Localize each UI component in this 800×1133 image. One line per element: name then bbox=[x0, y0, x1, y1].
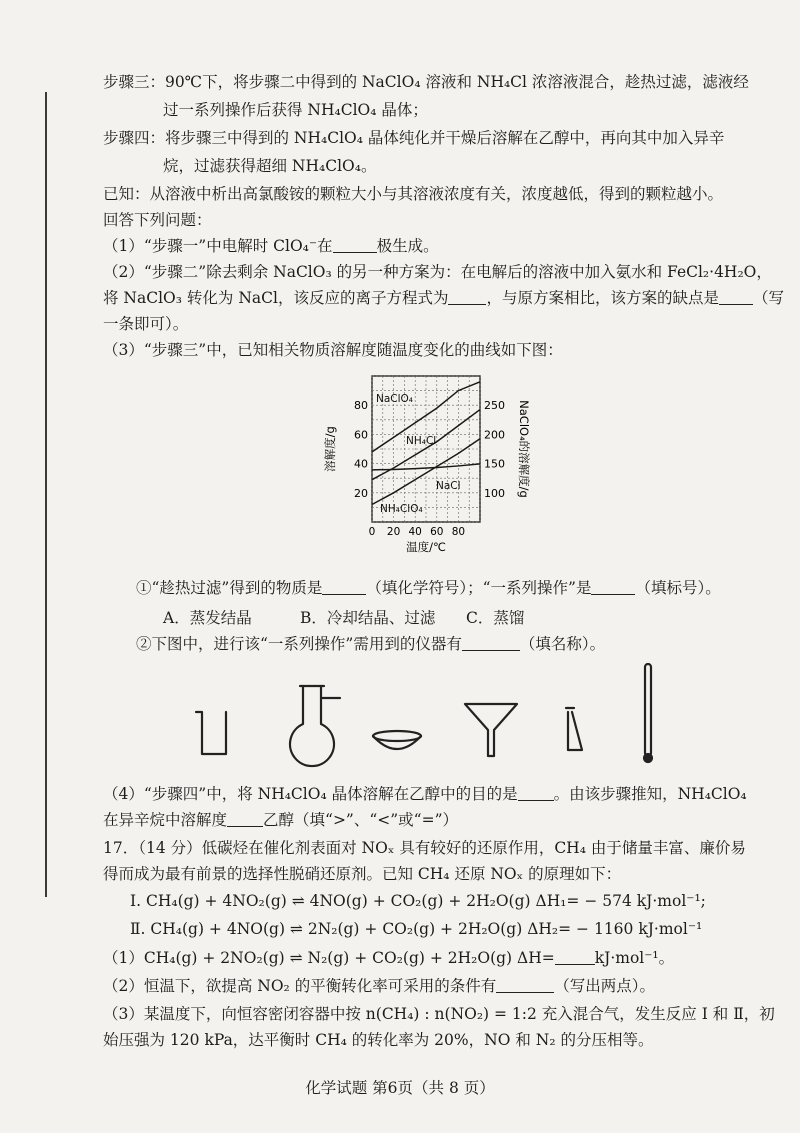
q2-line2-a: 将 NaClO₃ 转化为 NaCl，该反应的离子方程式为 bbox=[103, 289, 449, 307]
y-right-axis-label: NaClO₄的溶解度/g bbox=[517, 400, 531, 498]
thermometer-icon[interactable] bbox=[644, 664, 652, 762]
q3-sub2-a: ②下图中，进行该“一系列操作”需用到的仪器有 bbox=[136, 635, 462, 653]
q17-conditions-blank[interactable] bbox=[496, 977, 554, 993]
q1-text-b: 极生成。 bbox=[376, 237, 439, 255]
question-3-sub2 bbox=[136, 634, 605, 654]
q2-equation-blank[interactable] bbox=[448, 289, 486, 305]
beaker-icon[interactable] bbox=[196, 712, 226, 754]
q17-enthalpy-blank[interactable] bbox=[555, 949, 595, 965]
reaction-equation-2: Ⅱ. CH₄(g) + 4NO(g) ⇌ 2N₂(g) + CO₂(g) + 2H₂O(g) ΔH₂= − 1160 kJ·mol⁻¹ bbox=[130, 920, 703, 938]
question-17-line1: 17．（14 分）低碳烃在催化剂表面对 NOₓ 具有较好的还原作用，CH₄ 由于储量丰富、廉价易 bbox=[103, 839, 746, 857]
y-left-tick-label: 60 bbox=[354, 428, 368, 442]
answer-prompt: 回答下列问题： bbox=[103, 211, 212, 229]
q3-filter-blank[interactable] bbox=[322, 579, 366, 595]
q2-line2-c: （写 bbox=[752, 289, 784, 307]
q4-line2-a: 在异辛烷中溶解度 bbox=[103, 811, 228, 829]
y-left-axis-label: 溶解度/g bbox=[323, 426, 337, 472]
option-c[interactable]: C．蒸馏 bbox=[466, 609, 525, 627]
funnel-icon[interactable] bbox=[465, 704, 517, 756]
question-17-part3-line1: （3）某温度下，向恒容密闭容器中按 n(CH₄) : n(NO₂) = 1:2 充入混合气，发生反应 Ⅰ 和 Ⅱ，初 bbox=[103, 1005, 775, 1023]
q17-p2-a: （2）恒温下，欲提高 NO₂ 的平衡转化率可采用的条件有 bbox=[103, 977, 497, 995]
q1-answer-blank[interactable] bbox=[333, 237, 377, 253]
question-2-line2 bbox=[103, 288, 784, 308]
x-tick-label: 40 bbox=[408, 526, 422, 538]
question-4-line2 bbox=[103, 810, 458, 830]
q1-text-a: （1）“步骤一”中电解时 ClO₄⁻在 bbox=[103, 237, 333, 255]
q3-sub1-b: （填化学符号）；“一系列操作”是 bbox=[366, 579, 592, 597]
apparatus-figure bbox=[190, 656, 670, 768]
step3-line2: 过一系列操作后获得 NH₄ClO₄ 晶体； bbox=[163, 101, 428, 119]
question-17-line2: 得而成为最有前景的选择性脱硝还原剂。已知 CH₄ 还原 NOₓ 的原理如下： bbox=[103, 865, 622, 883]
question-2-line1: （2）“步骤二”除去剩余 NaClO₃ 的另一种方案为：在电解后的溶液中加入氨水和 FeCl₂·4H₂O， bbox=[103, 263, 772, 281]
y-left-tick-label: 80 bbox=[354, 399, 368, 413]
solubility-chart-svg bbox=[320, 362, 545, 572]
q4-line2-b: 乙醇（填“>”、“<”或“=”） bbox=[263, 811, 459, 829]
y-right-tick-label: 200 bbox=[484, 428, 505, 442]
q17-p1-a: （1）CH₄(g) + 2NO₂(g) ⇌ N₂(g) + CO₂(g) + 2H₂O(g) ΔH= bbox=[103, 949, 555, 967]
x-axis-label: 温度/℃ bbox=[406, 540, 446, 554]
reaction-equation-1: Ⅰ. CH₄(g) + 4NO₂(g) ⇌ 4NO(g) + CO₂(g) + 2H₂O(g) ΔH₁= − 574 kJ·mol⁻¹; bbox=[130, 892, 706, 910]
q3-apparatus-blank[interactable] bbox=[462, 635, 520, 651]
x-tick-label: 80 bbox=[451, 526, 466, 538]
step3-line1: 步骤三：90℃下，将步骤二中得到的 NaClO₄ 溶液和 NH₄Cl 浓溶液混合，趁热过滤，滤液经 bbox=[103, 73, 749, 91]
question-3-intro: （3）“步骤三”中，已知相关物质溶解度随温度变化的曲线如下图： bbox=[103, 341, 563, 359]
y-right-tick-label: 150 bbox=[484, 457, 505, 471]
q2-drawback-blank[interactable] bbox=[719, 289, 753, 305]
y-left-tick-label: 40 bbox=[354, 457, 368, 471]
option-b[interactable]: B．冷却结晶、过滤 bbox=[300, 609, 436, 627]
q3-sub1-c: （填标号）。 bbox=[635, 579, 721, 597]
chart-labels bbox=[323, 393, 531, 554]
series-label: NaClO₄ bbox=[376, 393, 414, 405]
q4-purpose-blank[interactable] bbox=[518, 785, 554, 801]
question-17-part1 bbox=[103, 948, 674, 968]
q4-line1-b: 。由该步骤推知，NH₄ClO₄ bbox=[553, 785, 747, 803]
solubility-chart bbox=[320, 362, 545, 572]
question-2-line3: 一条即可）。 bbox=[103, 315, 189, 333]
q3-sub2-b: （填名称）。 bbox=[519, 635, 606, 653]
y-left-tick-label: 20 bbox=[354, 486, 368, 500]
known-statement: 已知：从溶液中析出高氯酸铵的颗粒大小与其溶液浓度有关，浓度越低，得到的颗粒越小。 bbox=[103, 185, 724, 203]
q3-sub1-a: ①“趁热过滤”得到的物质是 bbox=[136, 579, 323, 597]
test-tube-icon[interactable] bbox=[566, 708, 582, 750]
x-tick-label: 0 bbox=[368, 526, 376, 538]
question-1 bbox=[103, 236, 439, 256]
q17-p1-b: kJ·mol⁻¹。 bbox=[594, 949, 675, 967]
page-footer: 化学试题 第6页（共 8 页） bbox=[305, 1079, 495, 1097]
step4-line2: 烷，过滤获得超细 NH₄ClO₄。 bbox=[163, 157, 377, 175]
q2-line2-b: ，与原方案相比，该方案的缺点是 bbox=[486, 289, 719, 307]
series-label: NH₄Cl bbox=[406, 435, 437, 447]
option-a[interactable]: A．蒸发结晶 bbox=[163, 609, 252, 627]
step4-line1: 步骤四：将步骤三中得到的 NH₄ClO₄ 晶体纯化并干燥后溶解在乙醇中，再向其中加入异辛 bbox=[103, 129, 725, 147]
x-tick-label: 20 bbox=[386, 526, 401, 538]
y-right-tick-label: 100 bbox=[484, 486, 505, 500]
q17-p2-b: （写出两点）。 bbox=[554, 977, 655, 995]
y-right-tick-label: 250 bbox=[484, 399, 505, 413]
x-tick-label: 60 bbox=[430, 526, 444, 538]
series-label: NH₄ClO₄ bbox=[380, 503, 423, 515]
q4-compare-blank[interactable] bbox=[227, 811, 263, 827]
question-17-part2 bbox=[103, 976, 655, 996]
q4-line1-a: （4）“步骤四”中，将 NH₄ClO₄ 晶体溶解在乙醇中的目的是 bbox=[103, 785, 518, 803]
page-binding-line bbox=[45, 92, 47, 897]
question-17-part3-line2: 始压强为 120 kPa，达平衡时 CH₄ 的转化率为 20%，NO 和 N₂ 的分压相等。 bbox=[103, 1031, 654, 1049]
series-label: NaCl bbox=[436, 480, 461, 492]
evaporating-dish-icon[interactable] bbox=[373, 731, 421, 749]
q3-operation-blank[interactable] bbox=[591, 579, 635, 595]
question-4-line1 bbox=[103, 784, 747, 804]
question-3-sub1 bbox=[136, 578, 721, 598]
distilling-flask-icon[interactable] bbox=[290, 686, 340, 766]
